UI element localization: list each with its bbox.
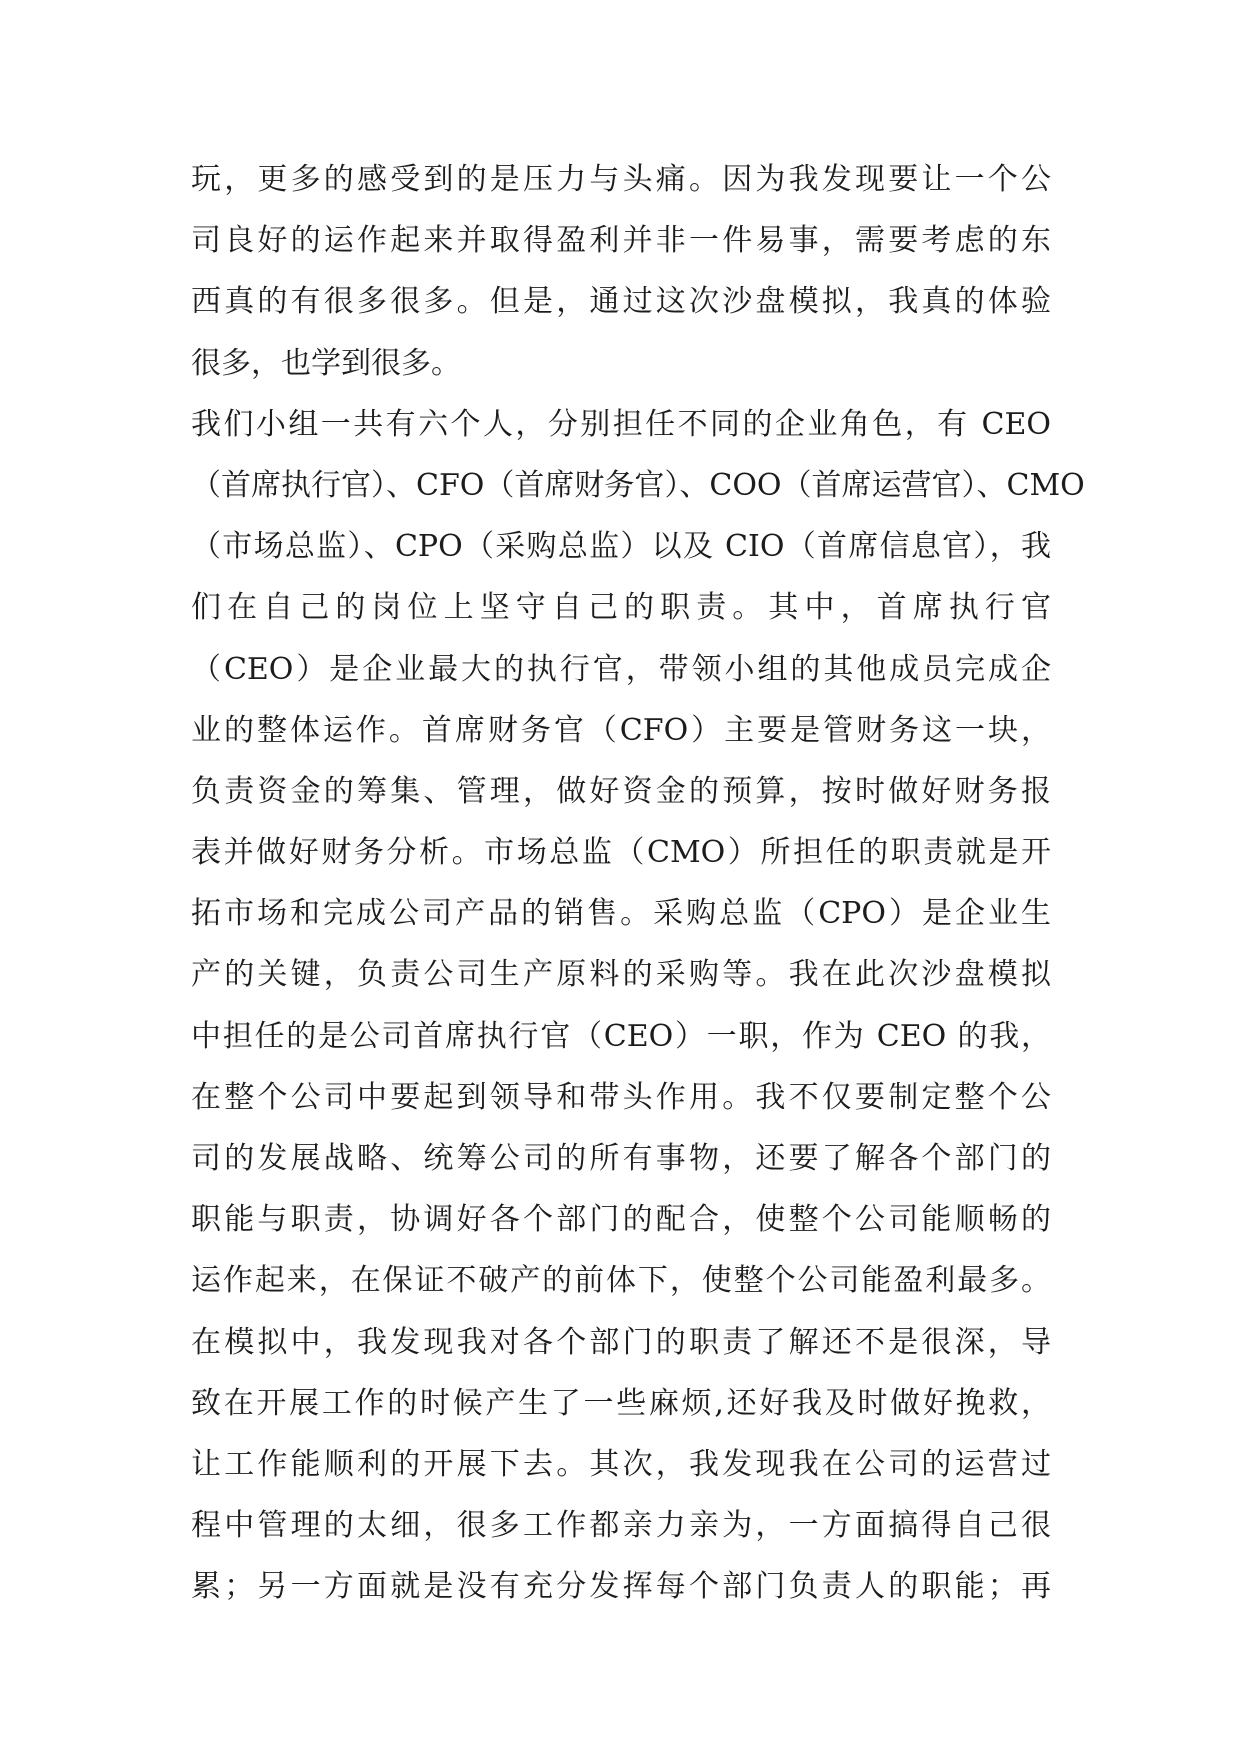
text-line: 西真的有很多很多。但是，通过这次沙盘模拟，我真的体验 — [191, 284, 1051, 320]
text-line: 表并做好财务分析。市场总监（CMO）所担任的职责就是开 — [191, 835, 1051, 871]
text-line: 累；另一方面就是没有充分发挥每个部门负责人的职能；再 — [191, 1569, 1051, 1605]
text-line: 们在自己的岗位上坚守自己的职责。其中，首席执行官 — [191, 590, 1051, 626]
text-line: 职能与职责，协调好各个部门的配合，使整个公司能顺畅的 — [191, 1202, 1051, 1238]
text-line: 致在开展工作的时候产生了一些麻烦,还好我及时做好挽救， — [191, 1385, 1051, 1421]
text-line: 让工作能顺利的开展下去。其次，我发现我在公司的运营过 — [191, 1446, 1051, 1482]
text-line: 运作起来，在保证不破产的前体下，使整个公司能盈利最多。 — [191, 1263, 1051, 1299]
text-line: 负责资金的筹集、管理，做好资金的预算，按时做好财务报 — [191, 773, 1051, 809]
text-line: （CEO）是企业最大的执行官，带领小组的其他成员完成企 — [191, 651, 1051, 687]
text-line: 在整个公司中要起到领导和带头作用。我不仅要制定整个公 — [191, 1079, 1051, 1115]
text-line: 拓市场和完成公司产品的销售。采购总监（CPO）是企业生 — [191, 896, 1051, 932]
text-line: （市场总监）、CPO（采购总监）以及 CIO（首席信息官），我 — [191, 529, 1051, 565]
text-line: 产的关键，负责公司生产原料的采购等。我在此次沙盘模拟 — [191, 957, 1051, 993]
text-line: 我们小组一共有六个人，分别担任不同的企业角色，有 CEO — [191, 406, 1051, 442]
text-line: 司的发展战略、统筹公司的所有事物，还要了解各个部门的 — [191, 1141, 1051, 1176]
text-line: 中担任的是公司首席执行官（CEO）一职，作为 CEO 的我， — [191, 1018, 1051, 1054]
text-line: 司良好的运作起来并取得盈利并非一件易事，需要考虑的东 — [191, 223, 1051, 259]
text-line: 程中管理的太细，很多工作都亲力亲为，一方面搞得自己很 — [191, 1508, 1051, 1544]
body-text — [191, 160, 1085, 1629]
text-line: 在模拟中，我发现我对各个部门的职责了解还不是很深，导 — [191, 1324, 1051, 1360]
text-line: 业的整体运作。首席财务官（CFO）主要是管财务这一块， — [191, 712, 1051, 748]
text-line: 很多，也学到很多。 — [191, 345, 461, 381]
text-line: 玩，更多的感受到的是压力与头痛。因为我发现要让一个公 — [191, 162, 1051, 197]
text-line: （首席执行官）、CFO（首席财务官）、COO（首席运营官）、CMO — [191, 467, 1085, 503]
